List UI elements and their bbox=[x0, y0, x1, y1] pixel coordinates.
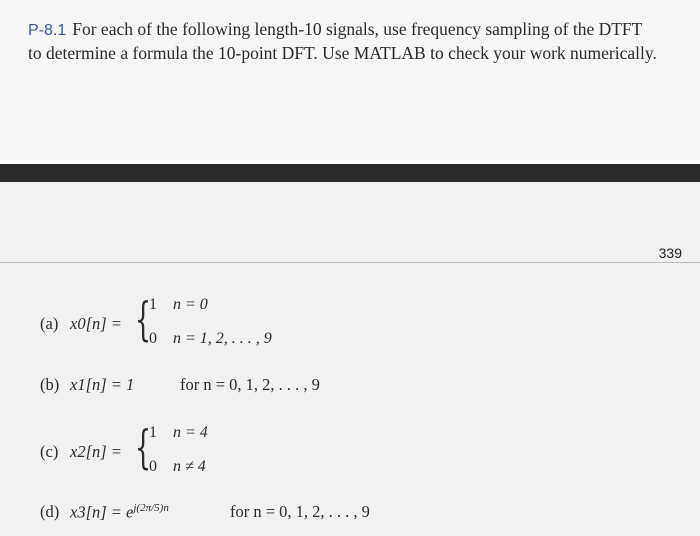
item-a-brace: { bbox=[135, 292, 152, 346]
problem-number: P-8.1 bbox=[28, 22, 67, 39]
item-a-case1-condition: n = 0 bbox=[173, 296, 208, 313]
item-c bbox=[40, 420, 340, 480]
problem-statement bbox=[28, 18, 678, 64]
item-a-case2-condition: n = 1, 2, . . . , 9 bbox=[173, 330, 272, 347]
item-c-case2-value: 0 bbox=[149, 458, 157, 475]
item-d-condition: for n = 0, 1, 2, . . . , 9 bbox=[230, 502, 370, 521]
item-b-expression: x1[n] = 1 bbox=[70, 375, 135, 394]
page-separator-bar bbox=[0, 164, 700, 182]
item-a-label: (a) bbox=[40, 314, 59, 333]
page-bottom-section bbox=[0, 182, 700, 536]
problem-text-line-2: to determine a formula the 10-point DFT. Use MATLAB to check your work numerically. bbox=[28, 43, 657, 63]
item-d bbox=[40, 500, 420, 524]
item-a bbox=[40, 292, 340, 352]
header-rule bbox=[0, 262, 700, 263]
item-a-lhs: x0[n] = bbox=[70, 314, 122, 333]
item-d-label: (d) bbox=[40, 502, 60, 521]
item-b bbox=[40, 375, 370, 397]
item-b-label: (b) bbox=[40, 375, 60, 394]
problem-text-line-1: For each of the following length-10 signals, use frequency sampling of the DTFT bbox=[72, 19, 643, 39]
item-d-exponent: j(2π/5)n bbox=[133, 502, 169, 514]
item-a-case1-value: 1 bbox=[149, 296, 157, 313]
item-c-label: (c) bbox=[40, 442, 59, 461]
item-c-case1-condition: n = 4 bbox=[173, 424, 208, 441]
page-number: 339 bbox=[658, 245, 682, 261]
problem-line-1 bbox=[28, 18, 678, 42]
item-d-expression-base: x3[n] = e bbox=[70, 502, 134, 522]
item-c-case2-condition: n ≠ 4 bbox=[173, 458, 206, 475]
item-d-expression bbox=[70, 502, 169, 523]
item-b-condition: for n = 0, 1, 2, . . . , 9 bbox=[180, 375, 320, 394]
item-a-case2-value: 0 bbox=[149, 330, 157, 347]
item-c-lhs: x2[n] = bbox=[70, 442, 122, 461]
item-c-case1-value: 1 bbox=[149, 424, 157, 441]
item-c-brace: { bbox=[135, 420, 152, 474]
